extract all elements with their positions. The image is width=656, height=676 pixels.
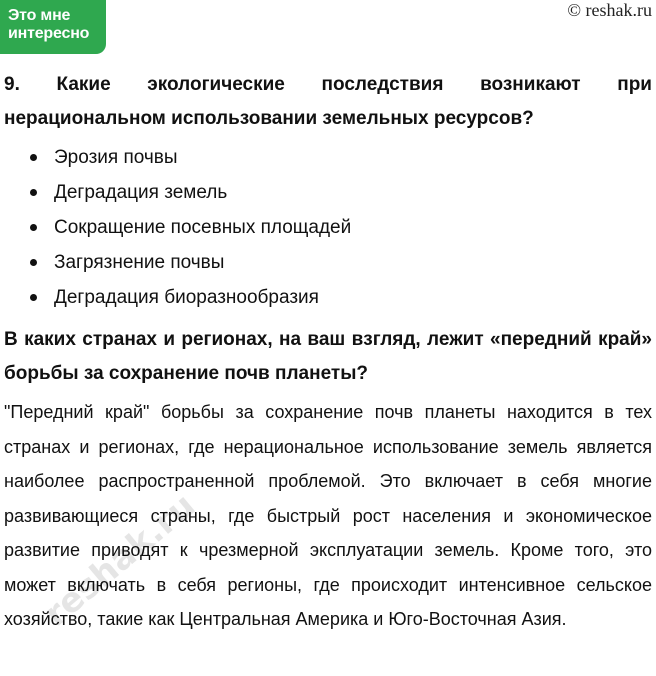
consequences-list — [4, 140, 652, 315]
site-copyright[interactable]: © reshak.ru — [567, 0, 652, 20]
list-item-text: Сокращение посевных площадей — [54, 217, 352, 238]
interesting-badge — [0, 0, 106, 54]
list-item-text: Эрозия почвы — [54, 147, 178, 168]
bullet-icon — [30, 154, 37, 161]
document-body — [4, 68, 652, 637]
question-9: 9. Какие экологические последствия возникают при нерациональном использовании земельных ресурсов? — [4, 74, 652, 129]
bullet-icon — [30, 294, 37, 301]
answer-paragraph: "Передний край" борьбы за сохранение почв планеты находится в тех странах и регионах, где нерациональное использование земель является наиболее распространенной проблемой. Это включает в себя многие развивающиеся страны, где быстрый рост населения и экономическое развитие приводят к чрезмерной эксплуатации земель. Кроме того, это может включать в себя регионы, где происходит интенсивное сельское хозяйство, такие как Центральная Америка и Юго-Восточная Азия. — [4, 402, 652, 629]
bullet-icon — [30, 259, 37, 266]
list-item-text: Деградация биоразнообразия — [54, 287, 319, 308]
badge-line-2: интересно — [8, 25, 90, 42]
list-item — [4, 245, 652, 280]
list-item — [4, 140, 652, 175]
list-item — [4, 175, 652, 210]
bullet-icon — [30, 224, 37, 231]
list-item-text: Деградация земель — [54, 182, 228, 203]
list-item-text: Загрязнение почвы — [54, 252, 225, 273]
list-item — [4, 280, 652, 315]
question-front-line: В каких странах и регионах, на ваш взгляд, лежит «передний край» борьбы за сохранение почв планеты? — [4, 329, 652, 384]
watermark: reshak.ru — [36, 485, 204, 635]
badge-line-1: Это мне — [8, 7, 71, 24]
bullet-icon — [30, 189, 37, 196]
list-item — [4, 210, 652, 245]
